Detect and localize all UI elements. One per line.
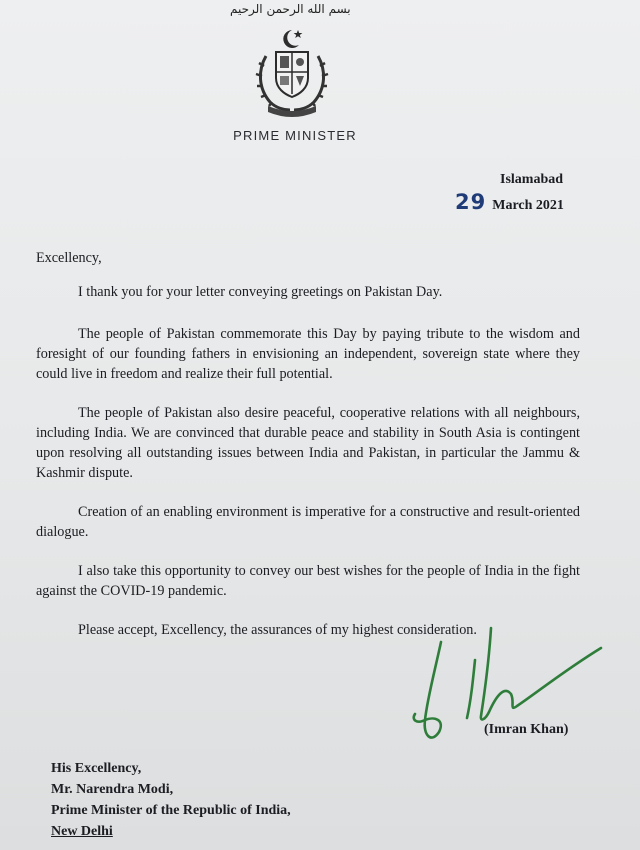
handwritten-day: 29 <box>455 190 487 214</box>
letterhead-office-title: PRIME MINISTER <box>233 128 357 143</box>
salutation: Excellency, <box>36 250 102 266</box>
letter-body <box>36 248 580 640</box>
state-emblem-icon <box>252 26 332 118</box>
paragraph-closing: Please accept, Excellency, the assurances of my highest consideration. <box>78 622 477 638</box>
handwritten-signature-icon <box>405 620 610 760</box>
signer-name: (Imran Khan) <box>484 722 569 737</box>
addressee-line-city: New Delhi <box>51 824 113 839</box>
paragraph-peaceful-relations: The people of Pakistan also desire peaceful, cooperative relations with all neighbours, including India. We are convinced that durable peace and stability in South Asia is contingent upon resolving all outstanding issues between India and Pakistan, in particular the Jammu & Kashmir dispute. <box>36 405 580 481</box>
addressee-line-office: Prime Minister of the Republic of India, <box>51 803 291 818</box>
date-month-year: March 2021 <box>492 198 564 213</box>
addressee-block <box>51 758 291 842</box>
paragraph-thanks: I thank you for your letter conveying greetings on Pakistan Day. <box>78 284 443 300</box>
place-of-writing: Islamabad <box>500 172 564 187</box>
addressee-line-name: Mr. Narendra Modi, <box>51 782 174 797</box>
addressee-line-title: His Excellency, <box>51 761 142 776</box>
letter-date <box>455 190 564 214</box>
bismillah-calligraphy: بسم الله الرحمن الرحيم <box>230 2 351 16</box>
paragraph-best-wishes: I also take this opportunity to convey our best wishes for the people of India in the fight against the COVID-19 pandemic. <box>36 563 580 599</box>
paragraph-commemoration: The people of Pakistan commemorate this Day by paying tribute to the wisdom and foresight of our founding fathers in envisioning an independent, sovereign state where they could live in freedom and realize their full potential. <box>36 326 580 382</box>
paragraph-enabling-environment: Creation of an enabling environment is imperative for a constructive and result-oriented dialogue. <box>36 504 580 540</box>
